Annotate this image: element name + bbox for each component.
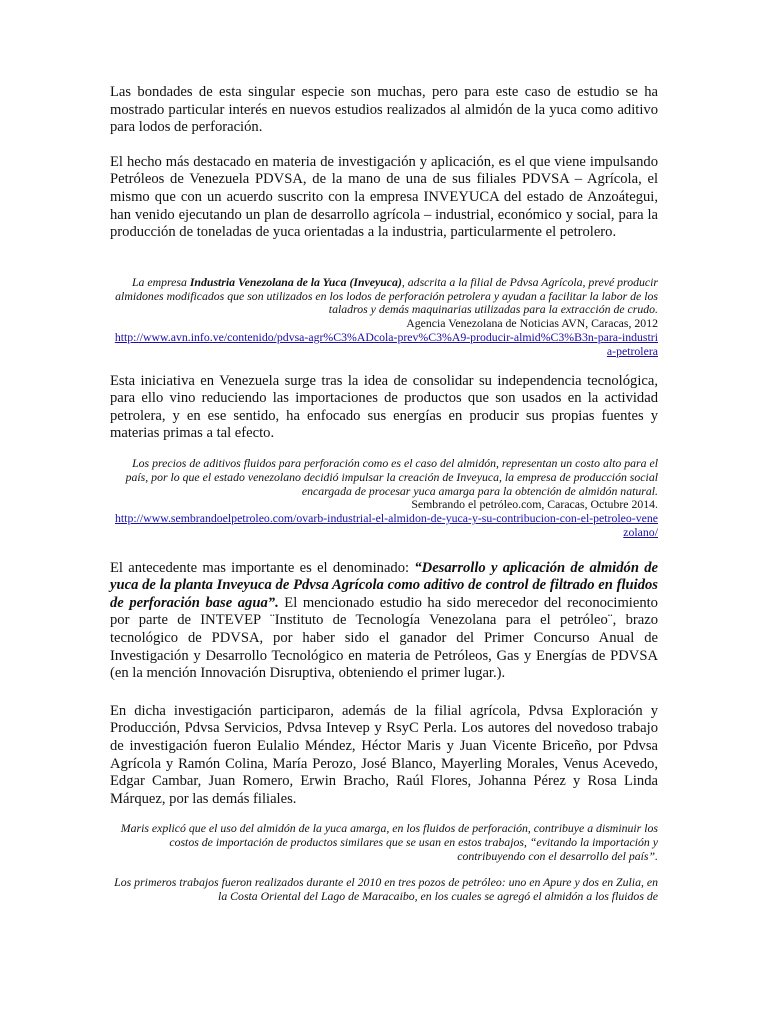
paragraph-4 — [110, 560, 658, 683]
quote-4-text: Los primeros trabajos fueron realizados durante el 2010 en tres pozos de petróleo: uno en Apure y dos en Zulia, en la Costa Oriental del Lago de Maracaibo, en los cuales se agregó el almidón a los fluidos de — [114, 874, 658, 903]
quote-inveyuca — [110, 276, 658, 359]
quote-2-text: Los precios de aditivos fluidos para perforación como es el caso del almidón, representan un costo alto para el país, por lo que el estado venezolano decidió impulsar la creación de Inveyuca, la empresa de producción social encargada de procesar yuca amarga para la obtención de almidón natural. — [125, 455, 658, 498]
quote-1-end: , adscrita a la filial de Pdvsa Agrícola, prevé producir almidones modificados que son utilizados en los lodos de perforación petrolera y ayudan a facilitar la labor de los taladros y demás maquinarias utilizadas para la extracción de crudo. — [115, 274, 658, 317]
paragraph-4-end: El mencionado estudio ha sido merecedor del reconocimiento por parte de INTEVEP ¨Instituto de Tecnología Venezolana para el petróleo¨, brazo tecnológico de PDVSA, por haber sido el ganador del Primer Concurso Anual de Investigación y Desarrollo Tecnológico en materia de Petróleos, Gas y Energías de PDVSA (en la mención Innovación Disruptiva, obteniendo el primer lugar.). — [110, 594, 658, 682]
paragraph-5: En dicha investigación participaron, además de la filial agrícola, Pdvsa Exploración y Producción, Pdvsa Servicios, Pdvsa Intevep y RsyC Perla. Los autores del novedoso trabajo de investigación fueron Eulalio Méndez, Héctor Maris y Juan Vicente Briceño, por Pdvsa Agrícola y Ramón Colina, María Perozo, José Blanco, Mayerling Morales, Venus Acevedo, Edgar Cambar, Juan Romero, Erwin Bracho, Raúl Flores, Johanna Pérez y Rosa Linda Márquez, por las demás filiales. — [110, 702, 658, 807]
paragraph-1: Las bondades de esta singular especie son muchas, pero para este caso de estudio se ha mostrado particular interés en nuevos estudios realizados al almidón de la yuca como aditivo para lodos de perforación. — [110, 84, 658, 136]
quote-1-start: La empresa — [131, 274, 190, 289]
quote-1-source: Agencia Venezolana de Noticias AVN, Caracas, 2012 — [406, 316, 658, 331]
quote-precios — [110, 457, 658, 540]
paragraph-4-start: El antecedente mas importante es el denominado: — [110, 559, 415, 576]
quote-1-bold: Industria Venezolana de la Yuca (Inveyuca) — [189, 274, 402, 289]
quote-3-text: Maris explicó que el uso del almidón de la yuca amarga, en los fluidos de perforación, contribuye a disminuir los costos de importación de productos similares que se usan en estos trabajos, “evitando la importación y contribuyendo con el desarrollo del país”. — [120, 821, 658, 863]
quote-1-link[interactable]: http://www.avn.info.ve/contenido/pdvsa-agr%C3%ADcola-prev%C3%A9-producir-almid%C3%B3n-para-industria-petrolera — [114, 329, 658, 358]
quote-2-source: Sembrando el petróleo.com, Caracas, Octubre 2014. — [411, 497, 658, 512]
paragraph-3: Esta iniciativa en Venezuela surge tras la idea de consolidar su independencia tecnológica, para ello vino reduciendo las importaciones de productos que son usados en la actividad petrolera, y en ese sentido, ha enfocado sus energías en producir sus propias fuentes y materias primas a tal efecto. — [110, 372, 658, 442]
quote-2-link[interactable]: http://www.sembrandoelpetroleo.com/ovarb-industrial-el-almidon-de-yuca-y-su-contribucion-con-el-petroleo-venezolano/ — [114, 511, 658, 539]
paragraph-4-study-title: “Desarrollo y aplicación de almidón de yuca de la planta Inveyuca de Pdvsa Agrícola como aditivo de control de filtrado en fluidos de perforación base agua”. — [110, 559, 658, 611]
paragraph-2: El hecho más destacado en materia de investigación y aplicación, es el que viene impulsando Petróleos de Venezuela PDVSA, de la mano de una de sus filiales PDVSA – Agrícola, el mismo que con un acuerdo suscrito con la empresa INVEYUCA del estado de Anzoátegui, han venido ejecutando un plan de desarrollo agrícola – industrial, económico y social, para la producción de toneladas de yuca orientadas a la industria, particularmente el petrolero. — [110, 153, 658, 241]
quote-primeros-trabajos — [110, 876, 658, 904]
quote-maris — [110, 822, 658, 863]
